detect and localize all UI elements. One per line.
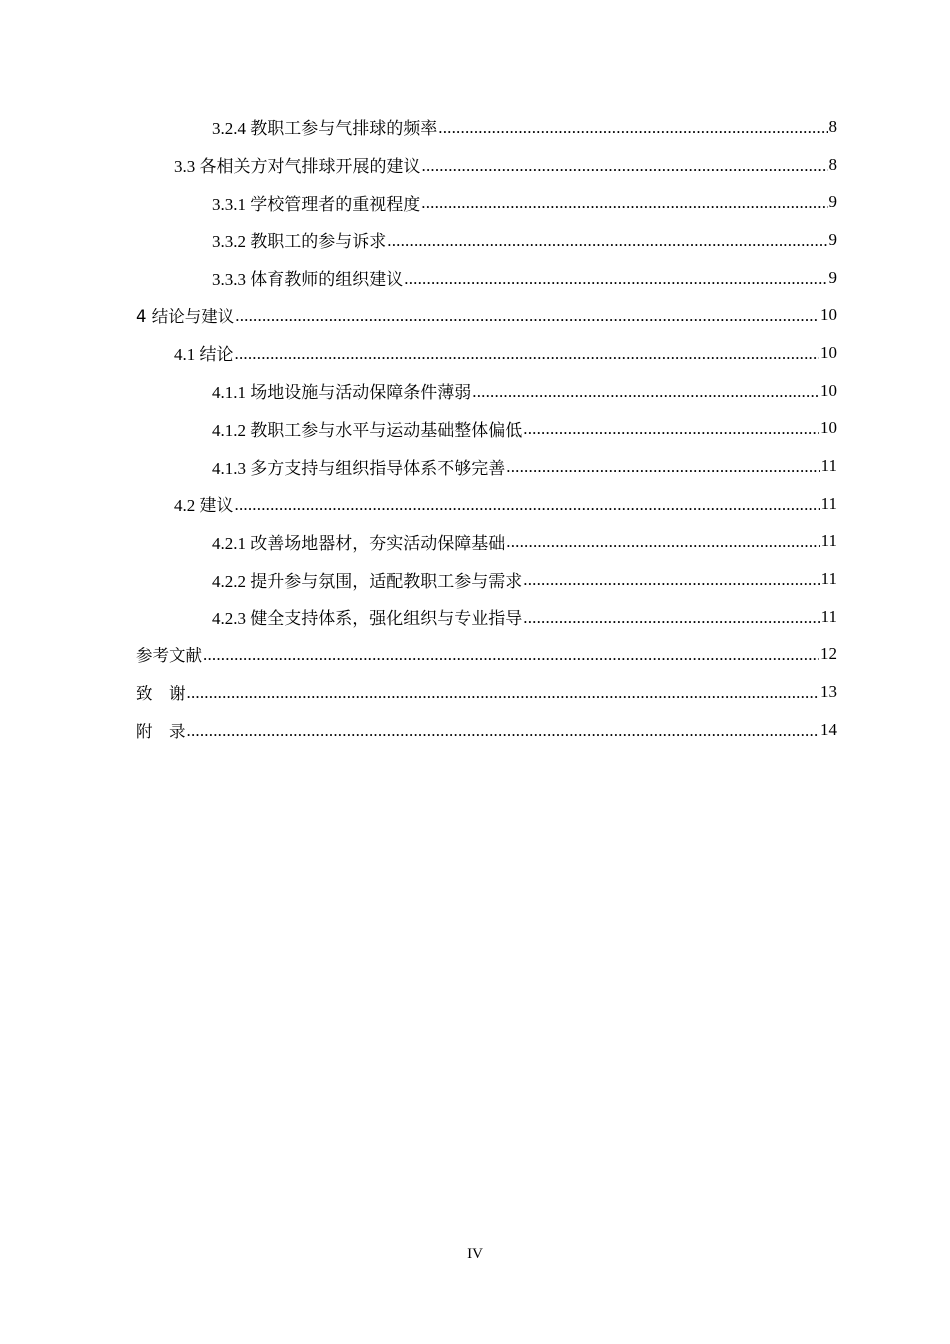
toc-entry-page: 11 <box>820 569 837 589</box>
toc-entry[interactable] <box>0 259 950 297</box>
toc-entry-page: 10 <box>820 342 837 362</box>
toc-entry[interactable] <box>0 636 950 674</box>
toc-entry-page: 10 <box>820 418 837 438</box>
toc-entry-page: 12 <box>820 644 837 664</box>
page-number: IV <box>467 1246 483 1262</box>
dot-leader <box>438 118 827 138</box>
toc-entry-page: 11 <box>820 456 837 476</box>
toc-entry[interactable] <box>0 523 950 561</box>
table-of-contents <box>0 108 950 749</box>
toc-entry-title: 4.2.3 健全支持体系，强化组织与专业指导 <box>212 609 523 629</box>
toc-entry-title: 3.3.2 教职工的参与诉求 <box>212 232 387 252</box>
toc-entry[interactable] <box>0 447 950 485</box>
toc-entry[interactable] <box>0 560 950 598</box>
toc-entry-title: 4.2 建议 <box>174 496 234 516</box>
toc-entry-title: 4.1 结论 <box>174 345 234 365</box>
toc-entry-page: 10 <box>820 380 837 400</box>
dot-leader <box>187 683 820 703</box>
toc-entry[interactable] <box>0 485 950 523</box>
toc-entry-page: 14 <box>820 719 837 739</box>
toc-entry-page: 9 <box>828 192 837 212</box>
dot-leader <box>472 382 819 402</box>
dot-leader <box>506 532 819 552</box>
toc-entry-title: 3.3.1 学校管理者的重视程度 <box>212 194 421 214</box>
toc-entry[interactable] <box>0 221 950 259</box>
toc-entry-title: 3.3.3 体育教师的组织建议 <box>212 270 404 290</box>
toc-entry-title: 4.1.3 多方支持与组织指导体系不够完善 <box>212 458 506 478</box>
toc-entry-page: 8 <box>828 154 837 174</box>
dot-leader <box>187 721 820 741</box>
toc-entry-page: 11 <box>820 606 837 626</box>
toc-entry-title: 4.1.2 教职工参与水平与运动基础整体偏低 <box>212 420 523 440</box>
toc-entry-title: 致 谢 <box>136 684 186 704</box>
dot-leader <box>235 306 819 326</box>
dot-leader <box>387 231 827 251</box>
toc-entry[interactable] <box>0 146 950 184</box>
dot-leader <box>404 269 827 289</box>
toc-entry-page: 13 <box>820 682 837 702</box>
dot-leader <box>235 495 820 515</box>
toc-entry[interactable] <box>0 372 950 410</box>
toc-entry-title: 3.2.4 教职工参与气排球的频率 <box>212 119 438 139</box>
toc-entry-page: 8 <box>828 116 837 136</box>
toc-entry[interactable] <box>0 711 950 749</box>
toc-entry[interactable] <box>0 296 950 334</box>
toc-entry[interactable] <box>0 183 950 221</box>
dot-leader <box>421 193 827 213</box>
toc-entry-title: 附 录 <box>136 721 186 741</box>
dot-leader <box>203 645 819 665</box>
toc-entry-title: 4.2.1 改善场地器材，夯实活动保障基础 <box>212 533 506 553</box>
toc-entry-page: 11 <box>820 493 837 513</box>
toc-entry[interactable] <box>0 673 950 711</box>
dot-leader <box>523 419 819 439</box>
toc-entry-page: 11 <box>820 531 837 551</box>
dot-leader <box>523 608 819 628</box>
toc-entry-title: 参考文献 <box>136 646 202 666</box>
toc-entry-page: 9 <box>828 267 837 287</box>
toc-entry-title: 4.1.1 场地设施与活动保障条件薄弱 <box>212 383 472 403</box>
dot-leader <box>506 457 819 477</box>
toc-entry[interactable] <box>0 108 950 146</box>
toc-entry-title: 3.3 各相关方对气排球开展的建议 <box>174 157 421 177</box>
toc-entry[interactable] <box>0 334 950 372</box>
dot-leader <box>235 344 820 364</box>
dot-leader <box>422 156 828 176</box>
toc-entry-page: 9 <box>828 229 837 249</box>
toc-entry-title: 4.2.2 提升参与氛围，适配教职工参与需求 <box>212 571 523 591</box>
toc-entry[interactable] <box>0 598 950 636</box>
dot-leader <box>523 570 819 590</box>
toc-entry-page: 10 <box>820 305 837 325</box>
toc-entry-title: 4 结论与建议 <box>136 307 235 327</box>
toc-entry[interactable] <box>0 410 950 448</box>
